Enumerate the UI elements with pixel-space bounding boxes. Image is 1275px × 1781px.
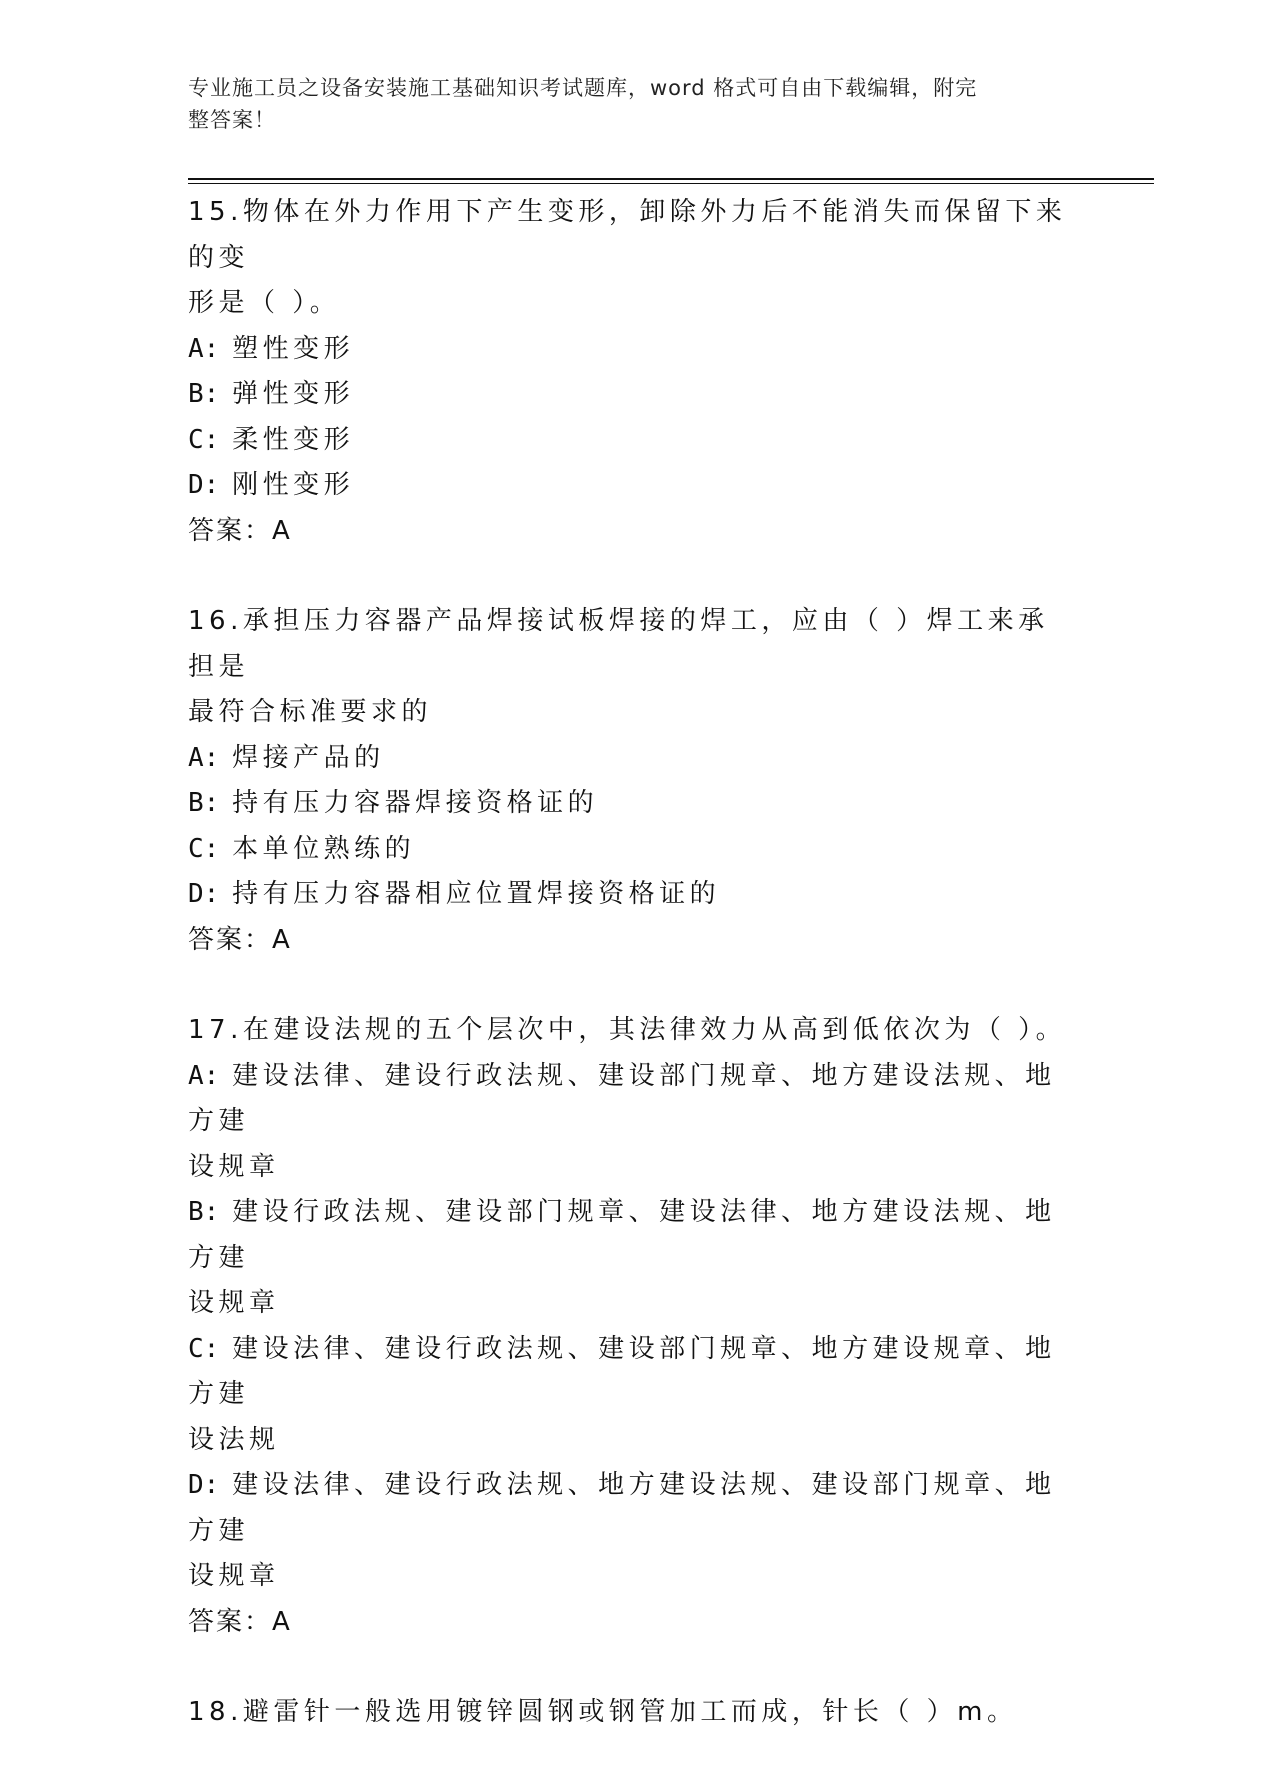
option-b — [188, 372, 1078, 418]
question-stem-line: 18.避雷针一般选用镀锌圆钢或钢管加工而成，针长（ ）m。 — [188, 1697, 1018, 1727]
question-17 — [188, 1008, 1078, 1645]
option-d — [188, 463, 1078, 509]
option-text: 建设法律、建设行政法规、建设部门规章、地方建设法规、地方建 — [188, 1060, 1056, 1136]
option-text: 本单位熟练的 — [232, 833, 416, 864]
question-stem-line: 最符合标准要求的 — [188, 697, 433, 727]
option-key: B: — [188, 379, 220, 409]
question-stem-line: 17.在建设法规的五个层次中，其法律效力从高到低依次为（ ）。 — [188, 1015, 1067, 1045]
question-18 — [188, 1690, 1078, 1736]
option-a — [188, 1054, 1078, 1145]
question-stem-line: 15.物体在外力作用下产生变形，卸除外力后不能消失而保留下来的变 — [188, 197, 1067, 273]
option-key: B: — [188, 1197, 220, 1227]
option-b-continuation: 设规章 — [188, 1288, 280, 1318]
option-text: 建设行政法规、建设部门规章、建设法律、地方建设法规、地方建 — [188, 1197, 1056, 1273]
question-stem-line: 形是（ ）。 — [188, 288, 341, 318]
option-c — [188, 827, 1078, 873]
option-key: C: — [188, 833, 220, 864]
document-header — [188, 72, 1068, 136]
option-c — [188, 418, 1078, 464]
option-d — [188, 1463, 1078, 1554]
option-key: C: — [188, 424, 220, 455]
header-rule-thick — [188, 178, 1154, 180]
option-text: 持有压力容器相应位置焊接资格证的 — [232, 879, 721, 909]
option-c-continuation: 设法规 — [188, 1424, 280, 1455]
option-key: D: — [188, 879, 220, 909]
option-key: C: — [188, 1333, 220, 1364]
header-line-1: 专业施工员之设备安装施工基础知识考试题库，word 格式可自由下载编辑，附完 — [188, 76, 978, 100]
option-d — [188, 872, 1078, 918]
option-text: 建设法律、建设行政法规、地方建设法规、建设部门规章、地方建 — [188, 1470, 1056, 1546]
option-a-continuation: 设规章 — [188, 1151, 280, 1182]
question-15 — [188, 190, 1078, 554]
option-c — [188, 1327, 1078, 1418]
option-a — [188, 736, 1078, 782]
option-key: B: — [188, 788, 220, 818]
option-text: 柔性变形 — [232, 424, 355, 455]
option-text: 塑性变形 — [232, 333, 355, 364]
option-b — [188, 1190, 1078, 1281]
option-b — [188, 781, 1078, 827]
option-key: A: — [188, 333, 220, 364]
question-16 — [188, 599, 1078, 963]
option-text: 持有压力容器焊接资格证的 — [232, 788, 599, 818]
answer: 答案：A — [188, 924, 292, 955]
option-text: 弹性变形 — [232, 379, 355, 409]
header-line-2: 整答案！ — [188, 108, 276, 132]
option-key: A: — [188, 742, 220, 773]
answer: 答案：A — [188, 1606, 292, 1637]
option-text: 焊接产品的 — [232, 742, 385, 773]
question-stem-line: 16.承担压力容器产品焊接试板焊接的焊工，应由（ ）焊工来承担是 — [188, 606, 1049, 682]
option-text: 建设法律、建设行政法规、建设部门规章、地方建设规章、地方建 — [188, 1333, 1056, 1409]
option-key: D: — [188, 1470, 220, 1500]
question-list — [188, 190, 1078, 1781]
option-a — [188, 327, 1078, 373]
option-key: A: — [188, 1060, 220, 1091]
answer: 答案：A — [188, 515, 292, 546]
header-rule-thin — [188, 183, 1154, 184]
option-key: D: — [188, 470, 220, 500]
option-text: 刚性变形 — [232, 470, 355, 500]
option-d-continuation: 设规章 — [188, 1561, 280, 1591]
